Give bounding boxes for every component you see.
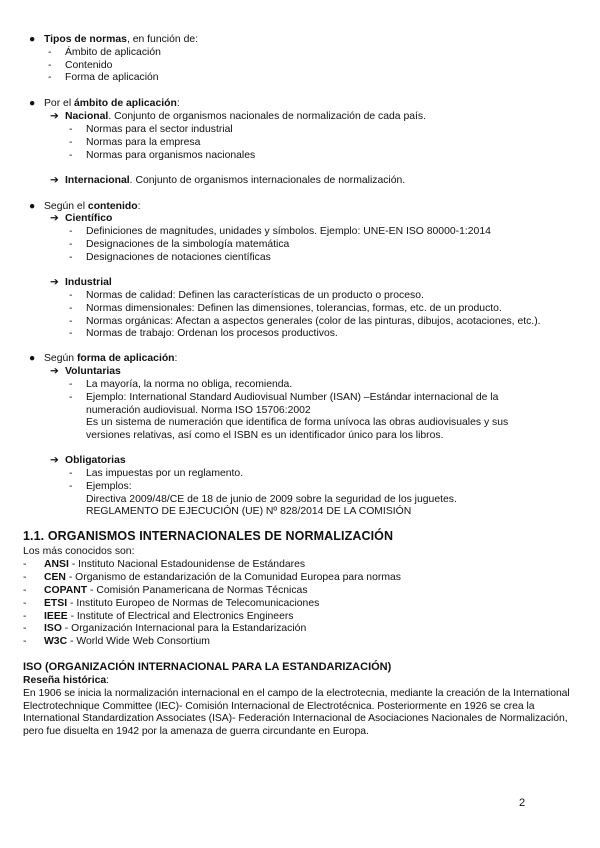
- dash-icon: -: [69, 150, 73, 161]
- dash-icon: -: [23, 585, 27, 596]
- industrial-label: Industrial: [65, 277, 112, 288]
- dash-icon: -: [23, 611, 27, 622]
- organismos-intro: Los más conocidos son:: [23, 546, 135, 557]
- list-item-continuation: Es un sistema de numeración que identifica de forma unívoca las obras audiovisuales y sus: [86, 417, 509, 428]
- dash-icon: -: [69, 226, 73, 237]
- list-item: Forma de aplicación: [65, 72, 159, 83]
- dash-icon: -: [69, 468, 73, 479]
- list-item: Ámbito de aplicación: [65, 47, 161, 58]
- list-item-continuation: versiones relativas, así como el ISBN es un identificador único para los libros.: [86, 430, 444, 441]
- arrow-right-icon: ➔: [50, 455, 59, 466]
- list-item: CEN - Organismo de estandarización de la Comunidad Europea para normas: [44, 572, 401, 583]
- list-item: Ejemplos:: [86, 481, 132, 492]
- list-item: ETSI - Instituto Europeo de Normas de Telecomunicaciones: [44, 598, 320, 609]
- list-item-continuation: REGLAMENTO DE EJECUCIÓN (UE) Nº 828/2014 DE LA COMISIÓN: [86, 506, 412, 517]
- arrow-right-icon: ➔: [50, 213, 59, 224]
- iso-heading: ISO (ORGANIZACIÓN INTERNACIONAL PARA LA ESTANDARIZACIÓN): [23, 661, 392, 673]
- list-item: Ejemplo: International Standard Audiovisual Number (ISAN) –Estándar internacional de la: [86, 392, 499, 403]
- tipos-lead: Tipos de normas, en función de:: [44, 34, 199, 45]
- list-item: Normas de calidad: Definen las características de un producto o proceso.: [86, 290, 424, 301]
- list-item: Normas para organismos nacionales: [86, 150, 256, 161]
- list-item: Normas dimensionales: Definen las dimensiones, tolerancias, formas, etc. de un producto.: [86, 303, 502, 314]
- dash-icon: -: [23, 559, 27, 570]
- dash-icon: -: [48, 72, 52, 83]
- dash-icon: -: [69, 290, 73, 301]
- list-item-continuation: Directiva 2009/48/CE de 18 de junio de 2009 sobre la seguridad de los juguetes.: [86, 494, 457, 505]
- obligatorias-label: Obligatorias: [65, 455, 126, 466]
- list-item: Contenido: [65, 60, 113, 71]
- list-item: La mayoría, la norma no obliga, recomienda.: [86, 379, 293, 390]
- dash-icon: -: [23, 623, 27, 634]
- iso-paragraph: En 1906 se inicia la normalización internacional en el campo de la electrotecnia, mediante la creación de la International Electrotechnique Committee (IEC)- Comisión Internacional de Electrotécnica. Posteriormente en 1926 se crea la International Standardization Associates (ISA)- Federación Internacional de Asociaciones Nacionales de Normalización, pero fue disuelta en 1942 por la amenaza de guerra circundante en Europa.: [23, 688, 570, 737]
- dash-icon: -: [23, 598, 27, 609]
- list-item: Normas para la empresa: [86, 137, 201, 148]
- dash-icon: -: [23, 572, 27, 583]
- ambito-lead: Por el ámbito de aplicación:: [44, 98, 180, 109]
- arrow-right-icon: ➔: [50, 111, 59, 122]
- internacional-line: Internacional. Conjunto de organismos internacionales de normalización.: [65, 175, 406, 186]
- dash-icon: -: [48, 47, 52, 58]
- list-item: Designaciones de la simbología matemática: [86, 239, 290, 250]
- list-item: Las impuestas por un reglamento.: [86, 468, 244, 479]
- nacional-line: Nacional. Conjunto de organismos nacionales de normalización de cada país.: [65, 111, 426, 122]
- dash-icon: -: [69, 481, 73, 492]
- list-item: Designaciones de notaciones científicas: [86, 252, 271, 263]
- list-item: Normas orgánicas: Afectan a aspectos generales (color de las pinturas, dibujos, acotaciones, etc.).: [86, 316, 541, 327]
- dash-icon: -: [69, 303, 73, 314]
- list-item: ISO - Organización Internacional para la Estandarización: [44, 623, 307, 634]
- bullet-icon: ●: [29, 34, 36, 45]
- voluntarias-label: Voluntarias: [65, 366, 121, 377]
- dash-icon: -: [69, 316, 73, 327]
- list-item: IEEE - Institute of Electrical and Electronics Engineers: [44, 611, 294, 622]
- dash-icon: -: [48, 60, 52, 71]
- list-item: W3C - World Wide Web Consortium: [44, 636, 210, 647]
- dash-icon: -: [69, 137, 73, 148]
- dash-icon: -: [69, 392, 73, 403]
- cientifico-label: Científico: [65, 213, 113, 224]
- forma-lead: Según forma de aplicación:: [44, 353, 178, 364]
- dash-icon: -: [69, 379, 73, 390]
- bullet-icon: ●: [29, 201, 36, 212]
- dash-icon: -: [69, 252, 73, 263]
- list-item: Normas de trabajo: Ordenan los procesos productivos.: [86, 328, 338, 339]
- list-item: COPANT - Comisión Panamericana de Normas Técnicas: [44, 585, 308, 596]
- arrow-right-icon: ➔: [50, 175, 59, 186]
- iso-subheading: Reseña histórica:: [23, 675, 110, 686]
- bullet-icon: ●: [29, 98, 36, 109]
- list-item: ANSI - Instituto Nacional Estadounidense de Estándares: [44, 559, 306, 570]
- dash-icon: -: [23, 636, 27, 647]
- list-item: Normas para el sector industrial: [86, 124, 233, 135]
- arrow-right-icon: ➔: [50, 366, 59, 377]
- dash-icon: -: [69, 328, 73, 339]
- list-item: Definiciones de magnitudes, unidades y símbolos. Ejemplo: UNE-EN ISO 80000-1:2014: [86, 226, 491, 237]
- contenido-lead: Según el contenido:: [44, 201, 141, 212]
- bullet-icon: ●: [29, 353, 36, 364]
- list-item-continuation: numeración audiovisual. Norma ISO 15706:2002: [86, 405, 311, 416]
- section-heading: 1.1. ORGANISMOS INTERNACIONALES DE NORMALIZACIÓN: [23, 529, 394, 543]
- dash-icon: -: [69, 239, 73, 250]
- page-number: 2: [519, 797, 526, 809]
- dash-icon: -: [69, 124, 73, 135]
- arrow-right-icon: ➔: [50, 277, 59, 288]
